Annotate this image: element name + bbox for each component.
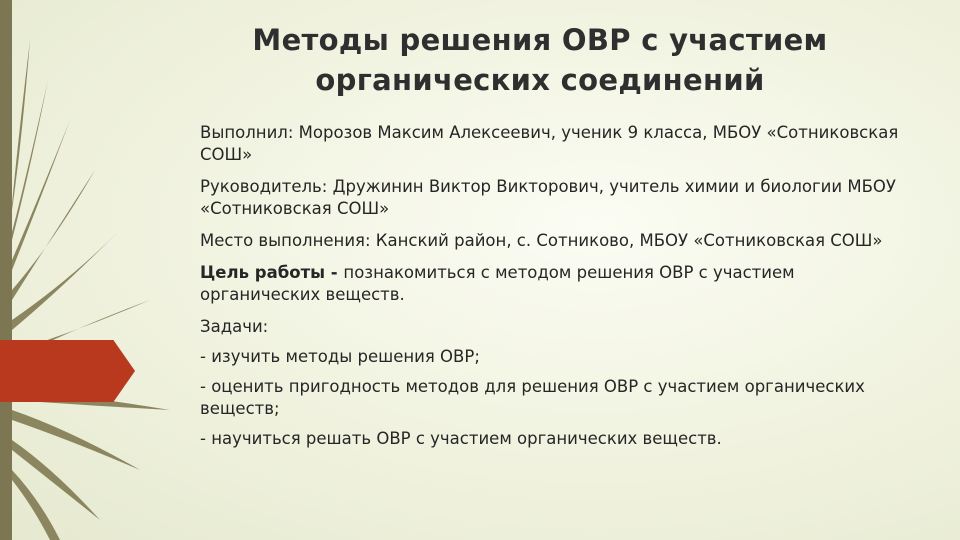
place-paragraph	[200, 230, 900, 252]
goal-separator: -	[325, 263, 344, 282]
slide-body	[200, 122, 900, 458]
supervisor-paragraph	[200, 176, 900, 220]
title-line-2: органических соединений	[315, 63, 765, 97]
author-paragraph	[200, 122, 900, 166]
slide-title	[200, 20, 880, 100]
task-item-3: - научиться решать ОВР с участием органических веществ.	[200, 429, 722, 448]
task-item-2: - оценить пригодность методов для решения ОВР с участием органических веществ;	[200, 377, 865, 418]
supervisor-label: Руководитель:	[200, 177, 328, 196]
author-text: Морозов Максим Алексеевич, ученик 9 класса, МБОУ «Сотниковская СОШ»	[200, 123, 899, 164]
goal-text: познакомиться с методом решения ОВР с участием органических веществ.	[200, 263, 795, 304]
tasks-heading: Задачи:	[200, 317, 269, 336]
accent-arrow-shape	[0, 340, 135, 402]
goal-label: Цель работы	[200, 263, 326, 282]
author-label: Выполнил:	[200, 123, 294, 142]
goal-paragraph	[200, 262, 900, 306]
supervisor-text: Дружинин Виктор Викторович, учитель химии и биологии МБОУ «Сотниковская СОШ»	[200, 177, 896, 218]
place-label: Место выполнения:	[200, 231, 371, 250]
place-text: Канский район, с. Сотниково, МБОУ «Сотниковская СОШ»	[375, 231, 883, 250]
task-item-1: - изучить методы решения ОВР;	[200, 347, 480, 366]
leaf-decoration	[0, 0, 190, 540]
title-line-1: Методы решения ОВР с участием	[252, 23, 828, 57]
